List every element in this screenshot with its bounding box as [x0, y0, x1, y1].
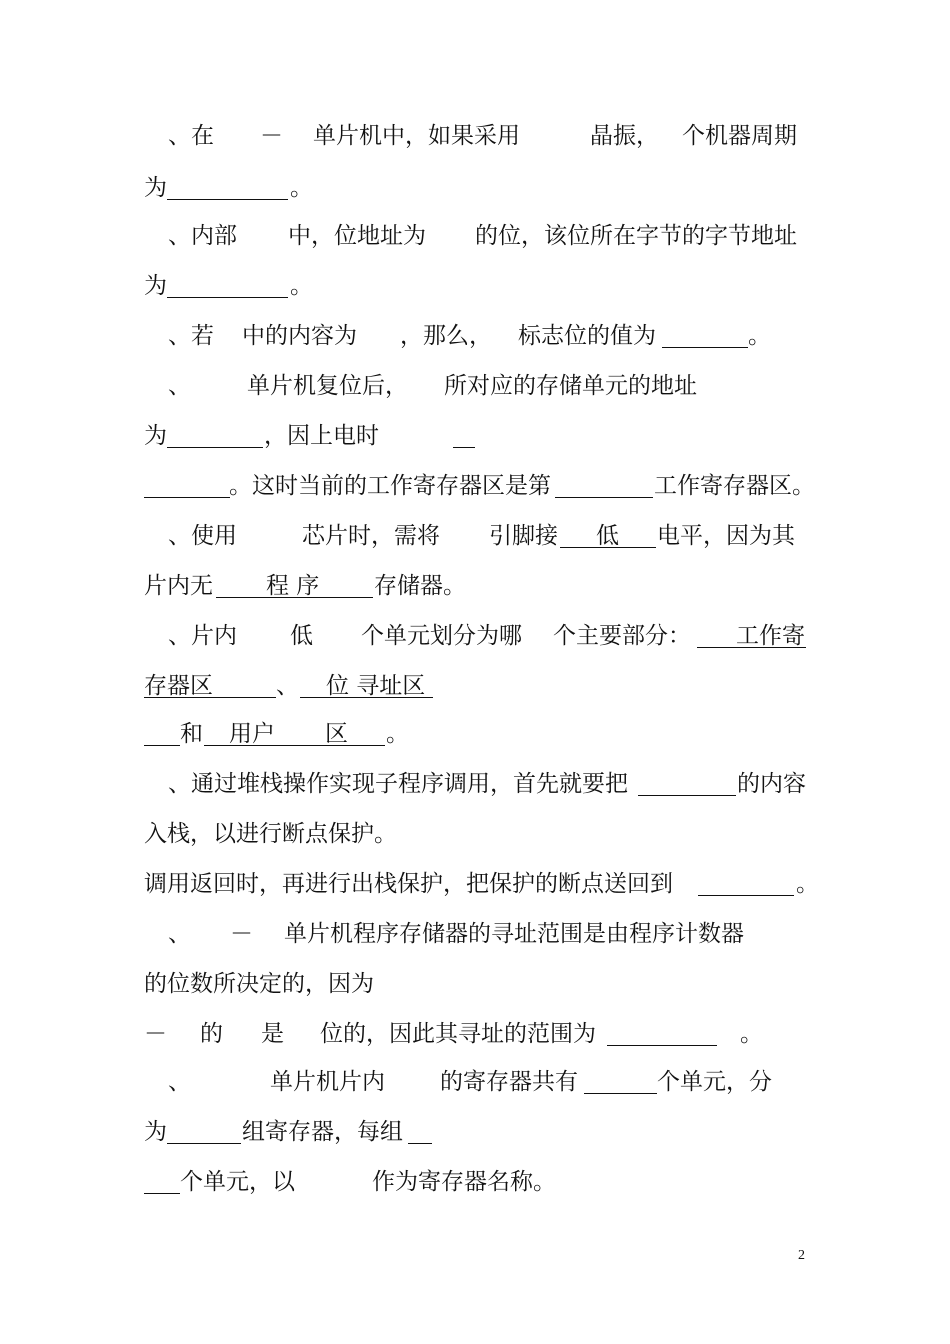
q4-answer2-blank [453, 422, 475, 448]
q5-line2-end: 存储器。 [374, 573, 466, 599]
q6-answer1-blank-cont [144, 672, 276, 698]
q9-mid3: 个单元，分 [657, 1069, 772, 1095]
q2-mid2: 的位，该位所在字节的字节地址 [475, 223, 797, 249]
q6-answer1a: 工作寄 [736, 623, 805, 649]
q5-line2-prefix: 片内无 [144, 573, 213, 599]
q8-prefix: 、 [168, 921, 191, 947]
q8-line3-mid: 位的，因此其寻址的范围为 [320, 1021, 596, 1047]
q1-line2-prefix: 为 [144, 175, 167, 201]
q1-crystal: 晶振， [590, 123, 659, 149]
q9-answer3-blank [408, 1118, 432, 1144]
q4-answer2-blank-cont [144, 472, 230, 498]
q6-answer2-blank [300, 672, 433, 698]
q1-middle: 单片机中，如果采用 [313, 123, 520, 149]
q5-answer2-blank [216, 572, 373, 598]
q8-line3-shi: 是 [261, 1021, 284, 1047]
q4-line3-mid: 。这时当前的工作寄存器区是第 [229, 473, 551, 499]
q5-answer2: 程 序 [266, 573, 320, 599]
q6-prefix: 、片内 [168, 623, 237, 649]
q2-line2-end: 。 [290, 273, 313, 299]
q7-answer1-blank [638, 770, 736, 796]
q7-answer2-blank [698, 870, 794, 896]
q8-dash: － [230, 921, 253, 947]
q5-mid1: 芯片时，需将 [302, 523, 440, 549]
q8-answer-blank [607, 1020, 717, 1046]
q4-mid2: 所对应的存储单元的地址 [444, 373, 697, 399]
q4-line2-mid: ，因上电时 [264, 423, 379, 449]
page-number: 2 [798, 1248, 805, 1263]
q9-answer1-blank [584, 1068, 657, 1094]
q4-mid1: 单片机复位后， [247, 373, 408, 399]
q7-line3-prefix: 调用返回时，再进行出栈保护，把保护的断点送回到 [144, 871, 673, 897]
q7-line3-end: 。 [796, 871, 819, 897]
q6-and: 和 [180, 721, 203, 747]
q6-answer1-blank [697, 622, 806, 648]
q6-sep: 、 [276, 673, 299, 699]
q9-mid2: 的寄存器共有 [440, 1069, 578, 1095]
q2-answer-blank [167, 272, 288, 298]
q6-mid2: 个主要部分： [553, 623, 691, 649]
q6-answer2: 位 寻址区 [326, 673, 426, 699]
q9-line2-mid: 组寄存器，每组 [242, 1119, 403, 1145]
q5-answer1-blank [560, 522, 656, 548]
q3-prefix: 、若 [168, 323, 214, 349]
q1-dash: － [260, 123, 283, 149]
q5-mid3: 电平，因为其 [657, 523, 795, 549]
q3-answer-blank [662, 322, 748, 348]
q6-answer3b: 区 [325, 721, 348, 747]
q8-line2: 的位数所决定的，因为 [144, 971, 374, 997]
q6-answer3-blank [204, 720, 385, 746]
q7-line1-prefix: 、通过堆栈操作实现子程序调用，首先就要把 [168, 771, 628, 797]
q8-line3-de: 的 [200, 1021, 223, 1047]
q8-line3-dash: － [144, 1021, 167, 1047]
q1-end: 个机器周期 [682, 123, 797, 149]
q5-answer1: 低 [596, 523, 619, 549]
q4-line2-prefix: 为 [144, 423, 167, 449]
q2-mid1: 中，位地址为 [288, 223, 426, 249]
q6-mid1: 个单元划分为哪 [361, 623, 522, 649]
q1-line2-end: 。 [290, 175, 313, 201]
q9-line3-end: 作为寄存器名称。 [372, 1169, 556, 1195]
q5-mid2: 引脚接 [489, 523, 558, 549]
q3-mid3: 标志位的值为 [518, 323, 656, 349]
q8-mid: 单片机程序存储器的寻址范围是由程序计数器 [284, 921, 744, 947]
q9-mid1: 单片机片内 [270, 1069, 385, 1095]
q7-line2: 入栈，以进行断点保护。 [144, 821, 397, 847]
q4-answer1-blank [167, 422, 263, 448]
q4-answer3-blank [555, 472, 653, 498]
q4-line3-end: 工作寄存器区。 [654, 473, 815, 499]
q9-answer3-blank-cont [144, 1168, 180, 1194]
q3-mid1: 中的内容为 [242, 323, 357, 349]
q9-line3-mid: 个单元，以 [180, 1169, 295, 1195]
q1-prefix: 、在 [168, 123, 214, 149]
q6-answer2-blank-cont [144, 720, 180, 746]
q9-answer2-blank [167, 1118, 241, 1144]
q1-answer-blank [167, 174, 288, 200]
q6-answer1b: 存器区 [144, 673, 213, 699]
q9-prefix: 、 [168, 1069, 191, 1095]
q7-line1-end: 的内容 [737, 771, 806, 797]
q9-line2-prefix: 为 [144, 1119, 167, 1145]
q6-end: 。 [386, 721, 409, 747]
q5-prefix: 、使用 [168, 523, 237, 549]
q4-prefix: 、 [168, 373, 191, 399]
q2-line2-prefix: 为 [144, 273, 167, 299]
q3-end: 。 [748, 323, 771, 349]
q6-low: 低 [290, 623, 313, 649]
q6-answer3a: 用户 [229, 721, 275, 747]
q2-prefix: 、内部 [168, 223, 237, 249]
q8-line3-end: 。 [740, 1021, 763, 1047]
q3-mid2: ，那么， [400, 323, 492, 349]
